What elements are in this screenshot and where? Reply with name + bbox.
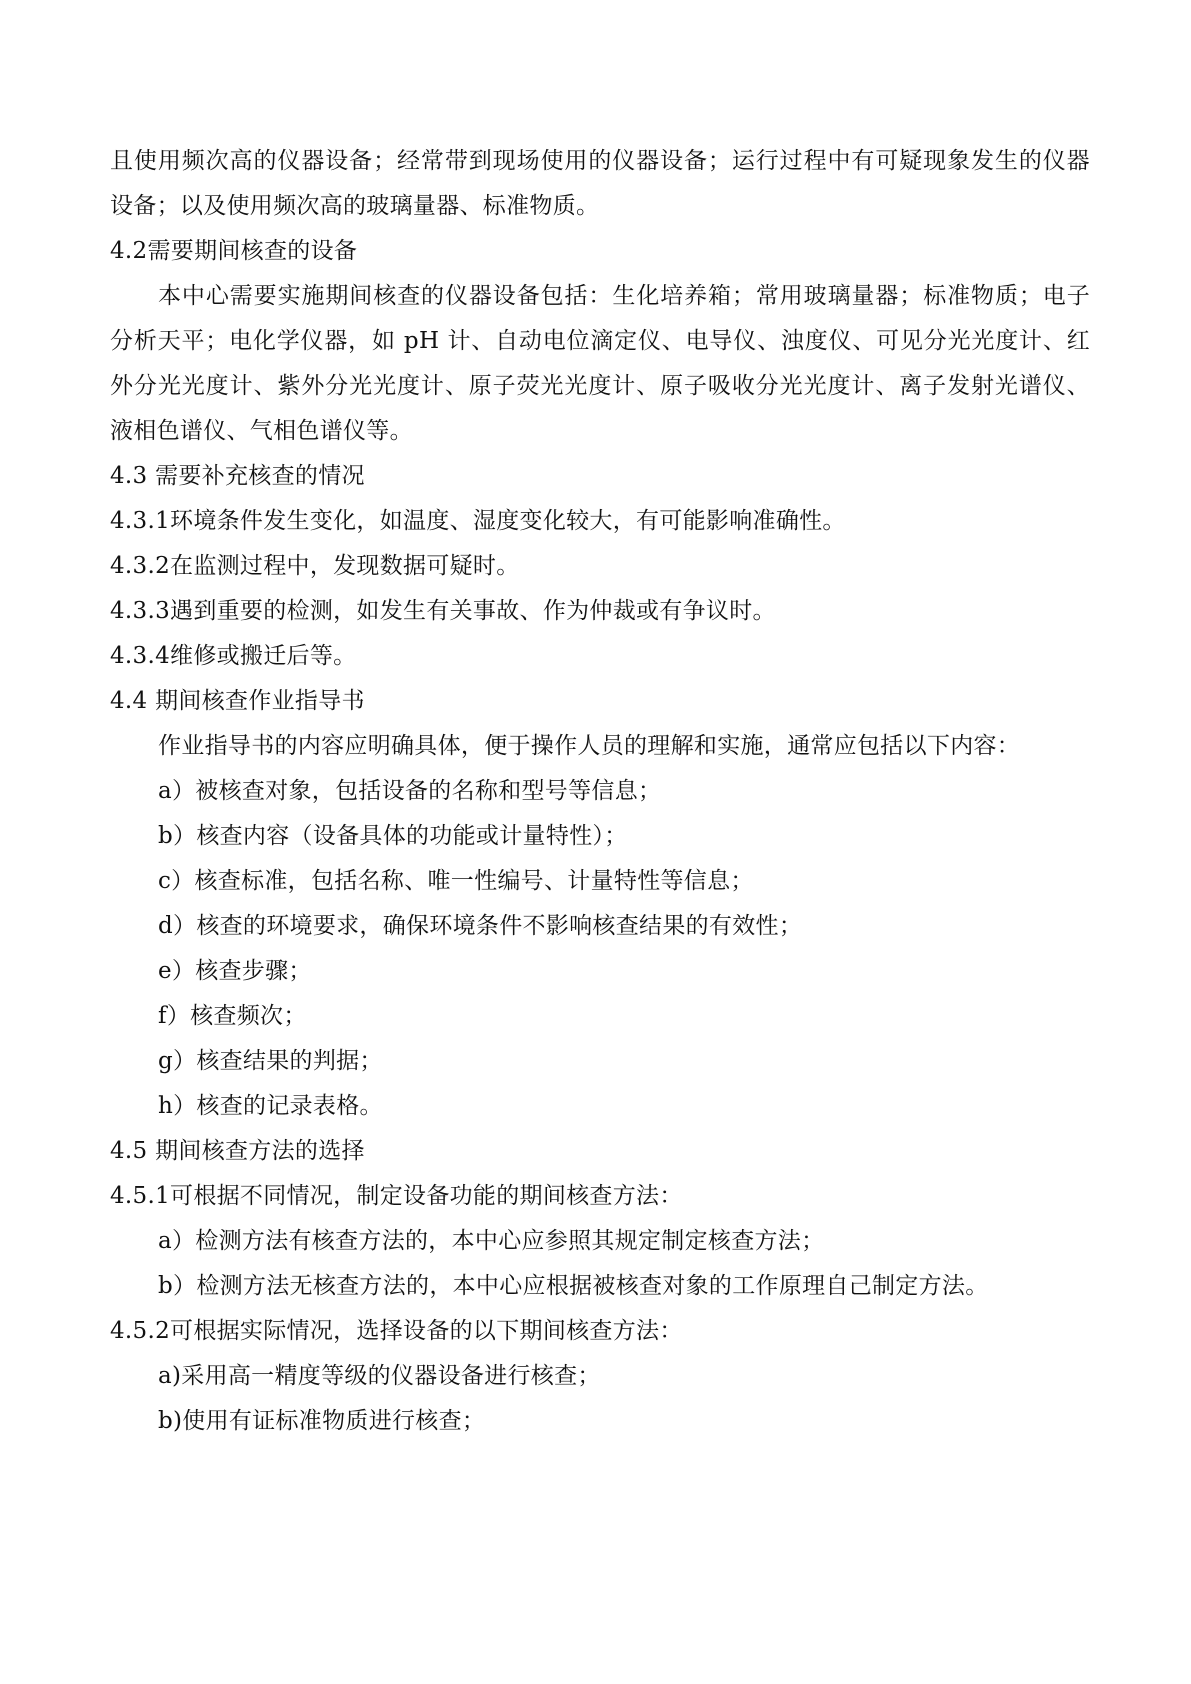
paragraph-line: 本中心需要实施期间核查的仪器设备包括：生化培养箱；常用玻璃量器；标准物质；电子 bbox=[158, 283, 1090, 309]
list-item: a)采用高一精度等级的仪器设备进行核查； bbox=[158, 1363, 601, 1389]
paragraph-line: 且使用频次高的仪器设备；经常带到现场使用的仪器设备；运行过程中有可疑现象发生的仪器 bbox=[110, 148, 1090, 174]
paragraph-line: 液相色谱仪、气相色谱仪等。 bbox=[110, 418, 413, 444]
list-item: g）核查结果的判据； bbox=[158, 1048, 383, 1074]
list-item: b)使用有证标准物质进行核查； bbox=[158, 1408, 486, 1434]
list-item: 4.5.1可根据不同情况，制定设备功能的期间核查方法： bbox=[110, 1183, 683, 1209]
list-item: b）检测方法无核查方法的，本中心应根据被核查对象的工作原理自己制定方法。 bbox=[158, 1273, 989, 1299]
list-item: b）核查内容（设备具体的功能或计量特性）； bbox=[158, 823, 628, 849]
list-item: 4.3.1环境条件发生变化，如温度、湿度变化较大，有可能影响准确性。 bbox=[110, 508, 846, 534]
paragraph-line: 分析天平；电化学仪器，如 pH 计、自动电位滴定仪、电导仪、浊度仪、可见分光光度计、红 bbox=[110, 328, 1090, 354]
paragraph-line: 设备；以及使用频次高的玻璃量器、标准物质。 bbox=[110, 193, 600, 219]
list-item: c）核查标准，包括名称、唯一性编号、计量特性等信息； bbox=[158, 868, 754, 894]
list-item: 4.5.2可根据实际情况，选择设备的以下期间核查方法： bbox=[110, 1318, 683, 1344]
paragraph-line: 作业指导书的内容应明确具体，便于操作人员的理解和实施，通常应包括以下内容： bbox=[158, 733, 1021, 759]
section-heading-4-3: 4.3 需要补充核查的情况 bbox=[110, 463, 365, 489]
paragraph-line: 外分光光度计、紫外分光光度计、原子荧光光度计、原子吸收分光光度计、离子发射光谱仪、 bbox=[110, 373, 1090, 399]
list-item: 4.3.4维修或搬迁后等。 bbox=[110, 643, 357, 669]
list-item: h）核查的记录表格。 bbox=[158, 1093, 383, 1119]
list-item: 4.3.2在监测过程中，发现数据可疑时。 bbox=[110, 553, 520, 579]
list-item: a）检测方法有核查方法的，本中心应参照其规定制定核查方法； bbox=[158, 1228, 825, 1254]
section-heading-4-2: 4.2需要期间核查的设备 bbox=[110, 238, 358, 264]
list-item: e）核查步骤； bbox=[158, 958, 312, 984]
list-item: a）被核查对象，包括设备的名称和型号等信息； bbox=[158, 778, 662, 804]
list-item: f）核查频次； bbox=[158, 1003, 307, 1029]
list-item: d）核查的环境要求，确保环境条件不影响核查结果的有效性； bbox=[158, 913, 803, 939]
section-heading-4-5: 4.5 期间核查方法的选择 bbox=[110, 1138, 365, 1164]
list-item: 4.3.3遇到重要的检测，如发生有关事故、作为仲裁或有争议时。 bbox=[110, 598, 776, 624]
section-heading-4-4: 4.4 期间核查作业指导书 bbox=[110, 688, 365, 714]
